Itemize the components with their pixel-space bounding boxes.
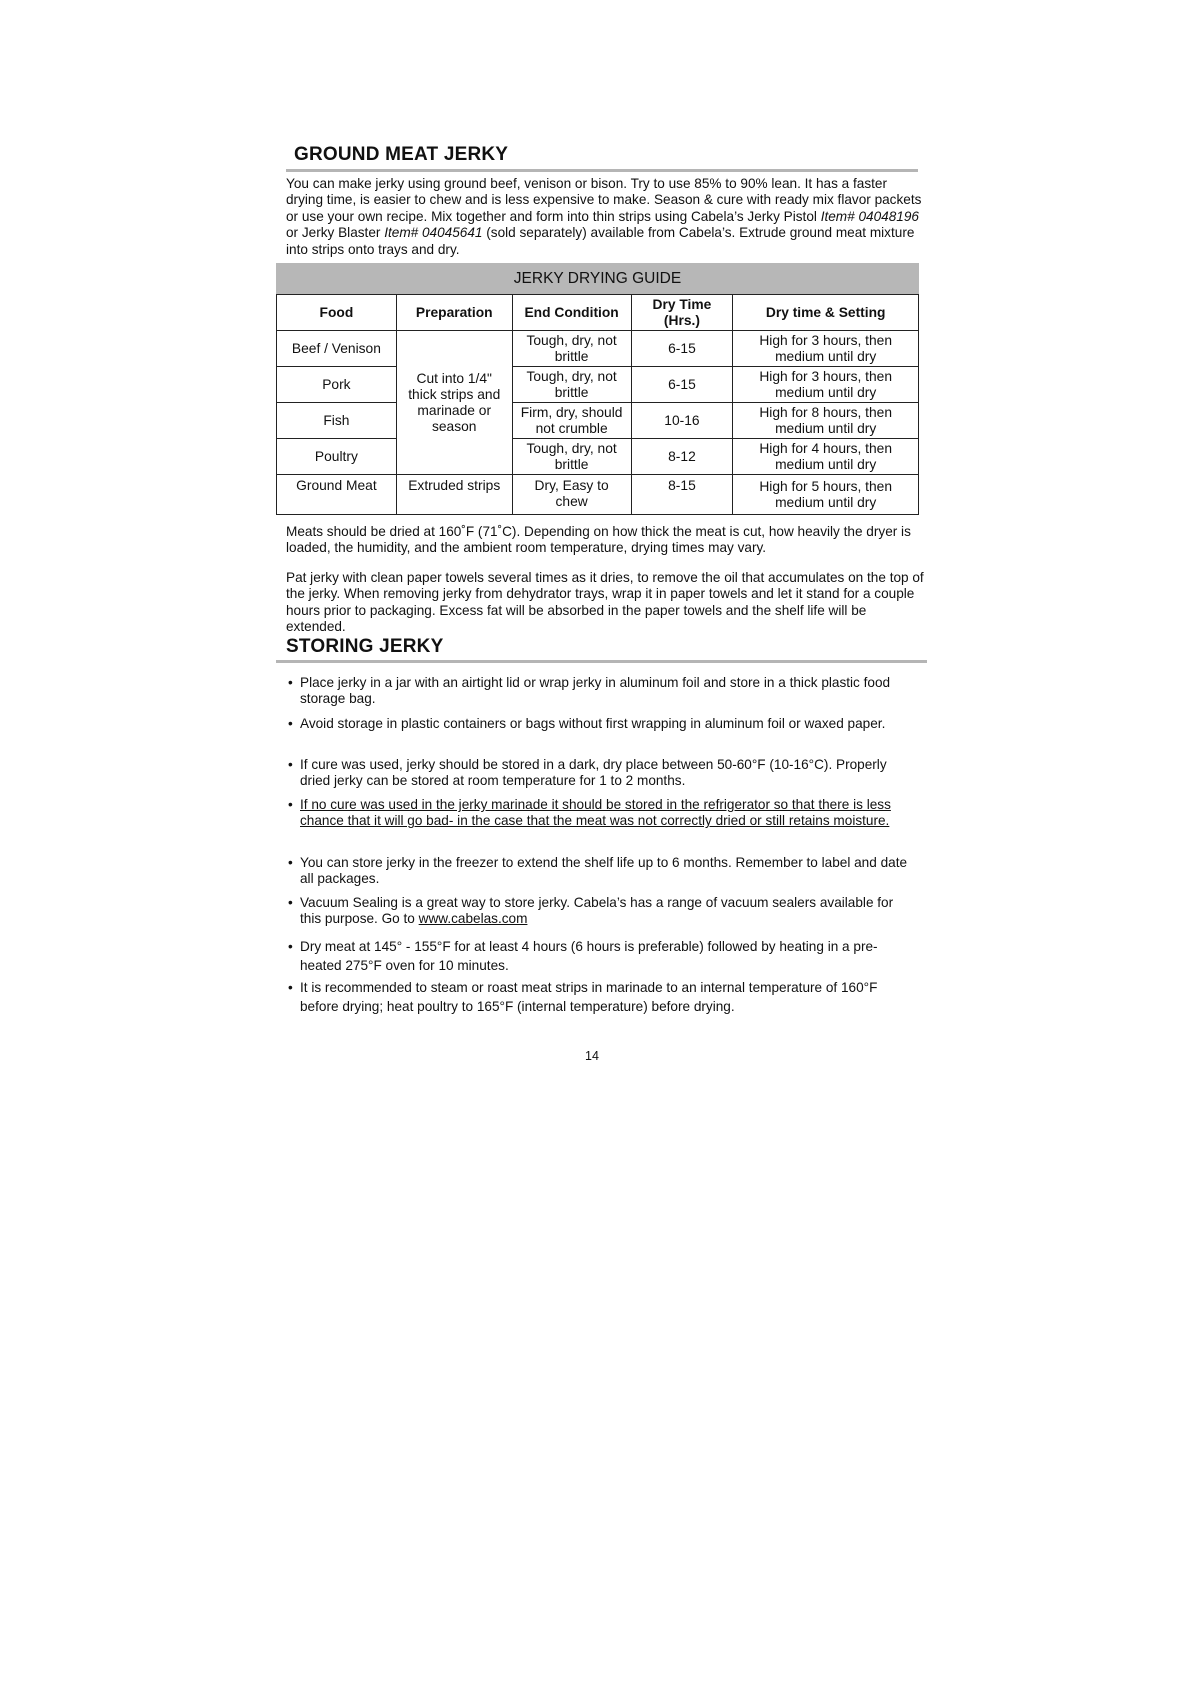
cell-dry-setting: High for 3 hours, then medium until dry — [733, 367, 919, 403]
table-row — [277, 367, 919, 403]
cabelas-link[interactable]: www.cabelas.com — [418, 911, 528, 927]
cell-food: Poultry — [277, 439, 397, 475]
bullet-icon: • — [288, 797, 293, 812]
item-number: Item# 04045641 — [384, 225, 483, 241]
page-number: 14 — [585, 1049, 599, 1063]
list-item: • Place jerky in a jar with an airtight lid or wrap jerky in aluminum foil and store in a thick plastic food storage bag. — [288, 675, 891, 707]
bullet-icon: • — [288, 757, 293, 772]
bullet-icon: • — [288, 980, 293, 995]
list-item: • Avoid storage in plastic containers or bags without first wrapping in aluminum foil or waxed paper. — [288, 716, 886, 731]
list-item: • It is recommended to steam or roast meat strips in marinade to an internal temperature of 160°F before drying; heat poultry to 165°F (internal temperature) before drying. — [288, 980, 878, 1014]
ground-meat-intro: You can make jerky using ground beef, venison or bison. Try to use 85% to 90% lean. It has a faster drying time, is easier to chew and is less expensive to make. Season & cure with ready mix flavor packets or use your own recipe. Mix together and form into thin strips using Cabela’s Jerky Pistol Item# 04048196 or Jerky Blaster Item# 04045641 (sold separately) available from Cabela’s. Extrude ground meat mixture into strips onto trays and dry. — [286, 176, 922, 257]
cell-food: Ground Meat — [277, 475, 397, 515]
cell-dry-time: 8-15 — [631, 475, 733, 515]
cell-dry-time: 6-15 — [631, 367, 733, 403]
cell-preparation: Cut into 1/4" thick strips and marinade or season — [396, 331, 512, 475]
bullet-icon: • — [288, 716, 293, 731]
heading-rule — [276, 660, 927, 663]
cell-preparation: Extruded strips — [396, 475, 512, 515]
item-number: Item# 04048196 — [820, 208, 919, 224]
section-heading-ground-meat: GROUND MEAT JERKY — [294, 144, 509, 165]
drying-guide-table — [276, 294, 919, 515]
cell-dry-setting: High for 4 hours, then medium until dry — [733, 439, 919, 475]
list-item: • If cure was used, jerky should be stored in a dark, dry place between 50-60°F (10-16°C). Properly dried jerky can be stored at room temperature for 1 to 2 months. — [288, 757, 887, 789]
drying-guide — [276, 263, 919, 515]
table-title: JERKY DRYING GUIDE — [276, 263, 919, 294]
cell-end-condition: Dry, Easy to chew — [512, 475, 631, 515]
cell-food: Beef / Venison — [277, 331, 397, 367]
cell-end-condition: Tough, dry, not brittle — [512, 439, 631, 475]
header-dry-setting: Dry time & Setting — [733, 295, 919, 331]
list-item: • If no cure was used in the jerky marinade it should be stored in the refrigerator so that there is less chance that it will go bad- in the case that the meat was not correctly dried or still retains moisture. — [288, 797, 891, 829]
bullet-icon: • — [288, 895, 293, 910]
cell-dry-setting: High for 3 hours, then medium until dry — [733, 331, 919, 367]
cell-dry-time: 10-16 — [631, 403, 733, 439]
cell-end-condition: Tough, dry, not brittle — [512, 331, 631, 367]
cell-dry-time: 8-12 — [631, 439, 733, 475]
list-item: • You can store jerky in the freezer to extend the shelf life up to 6 months. Remember to label and date all packages. — [288, 855, 908, 887]
list-item: • Dry meat at 145° - 155°F for at least 4 hours (6 hours is preferable) followed by heating in a pre-heated 275°F oven for 10 minutes. — [288, 939, 878, 973]
cell-end-condition: Tough, dry, not brittle — [512, 367, 631, 403]
header-preparation: Preparation — [396, 295, 512, 331]
bullet-icon: • — [288, 939, 293, 954]
heading-rule — [286, 169, 918, 172]
cell-dry-setting: High for 8 hours, then medium until dry — [733, 403, 919, 439]
pat-jerky-note: Pat jerky with clean paper towels several times as it dries, to remove the oil that accumulates on the top of the jerky. When removing jerky from dehydrator trays, wrap it in paper towels and let it stand for a couple hours prior to packaging. Excess fat will be absorbed in the paper towels and the shelf life will be extended. — [286, 570, 924, 635]
header-food: Food — [277, 295, 397, 331]
cell-food: Fish — [277, 403, 397, 439]
header-end-condition: End Condition — [512, 295, 631, 331]
header-dry-time: Dry Time (Hrs.) — [631, 295, 733, 331]
table-row — [277, 331, 919, 367]
drying-temperature-note: Meats should be dried at 160˚F (71˚C). Depending on how thick the meat is cut, how heavily the dryer is loaded, the humidity, and the ambient room temperature, drying times may vary. — [286, 524, 911, 556]
bullet-icon: • — [288, 675, 293, 690]
section-heading-storing: STORING JERKY — [286, 636, 444, 657]
cell-food: Pork — [277, 367, 397, 403]
table-row — [277, 439, 919, 475]
table-row — [277, 403, 919, 439]
cell-dry-time: 6-15 — [631, 331, 733, 367]
table-header-row — [277, 295, 919, 331]
bullet-icon: • — [288, 855, 293, 870]
cell-end-condition: Firm, dry, should not crumble — [512, 403, 631, 439]
list-item: • Vacuum Sealing is a great way to store jerky. Cabela’s has a range of vacuum sealers available for this purpose. Go to www.cabelas.com — [288, 895, 894, 927]
table-row — [277, 475, 919, 515]
cell-dry-setting: High for 5 hours, then medium until dry — [733, 475, 919, 515]
